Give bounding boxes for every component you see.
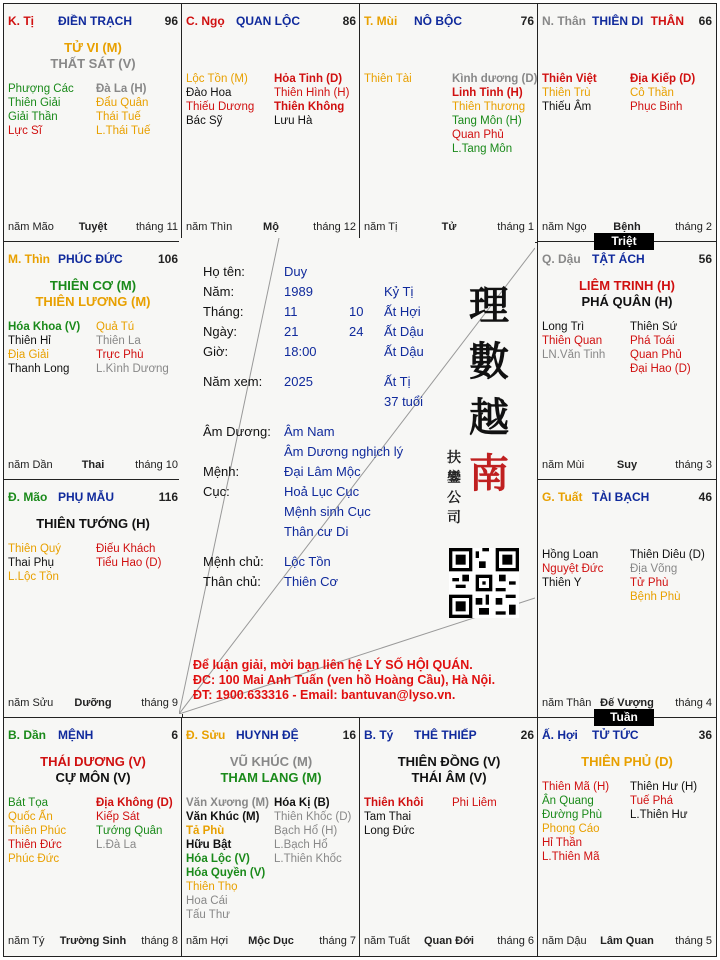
main-star: THIÊN ĐỒNG (V) xyxy=(397,754,501,769)
life-stage: Thai xyxy=(81,459,105,471)
minor-star: Hỏa Tinh (D) xyxy=(274,73,343,85)
minor-star: Tuế Phá xyxy=(630,795,674,807)
palace-header xyxy=(364,14,534,30)
thang-value: 11 xyxy=(284,304,298,319)
branch-label: K. Tị xyxy=(8,14,34,28)
main-star: LIÊM TRINH (H) xyxy=(578,278,676,293)
minor-star: Đà La (H) xyxy=(96,83,147,95)
life-stage: Bệnh xyxy=(613,221,641,233)
life-stage: Quan Đới xyxy=(424,935,474,947)
nam-xem-can-chi: Ất Tị xyxy=(384,374,411,389)
minor-stars-left xyxy=(8,82,74,138)
branch-label: C. Ngọ xyxy=(186,14,225,28)
palace-name: TÀI BẠCH xyxy=(592,490,650,504)
minor-star: Thiên Hình (H) xyxy=(274,87,350,99)
minor-star: Ân Quang xyxy=(542,795,594,807)
life-stage: Mộc Dục xyxy=(248,935,294,947)
seal-side-text: 扶 鑾 公 司 xyxy=(447,450,461,526)
life-stage: Dưỡng xyxy=(74,697,112,709)
cuc-label: Cục: xyxy=(203,484,230,499)
main-star: THIÊN CƠ (M) xyxy=(49,278,137,293)
minor-star: Thiên Giải xyxy=(8,97,61,109)
month-label: tháng 12 xyxy=(313,221,356,233)
year-label: năm Tị xyxy=(364,221,398,233)
minor-star: Bác Sỹ xyxy=(186,115,223,127)
minor-stars-left xyxy=(8,320,80,376)
minor-star: Linh Tinh (H) xyxy=(452,87,523,99)
palace-footer xyxy=(542,935,712,949)
minor-star: Thiếu Dương xyxy=(186,101,255,113)
palace-cell-tuat[interactable] xyxy=(537,479,717,719)
palace-header xyxy=(186,14,356,30)
minor-star: L.Đà La xyxy=(96,839,137,851)
month-label: tháng 5 xyxy=(675,935,712,947)
life-stage: Mộ xyxy=(263,221,279,233)
minor-star: Quốc Ấn xyxy=(8,811,53,823)
month-label: tháng 10 xyxy=(135,459,178,471)
minor-star: Long Trì xyxy=(542,321,585,333)
life-stage: Tuyệt xyxy=(78,221,108,233)
minor-star: Hóa Quyền (V) xyxy=(186,867,266,879)
age-value: 66 xyxy=(698,14,712,28)
minor-star: Thiên Khôi xyxy=(364,797,424,809)
minor-star: Địa Võng xyxy=(630,563,678,575)
branch-label: Đ. Mão xyxy=(8,490,48,504)
minor-stars-right xyxy=(452,72,537,156)
minor-stars-right xyxy=(274,796,351,866)
life-stage: Lâm Quan xyxy=(600,935,654,947)
month-label: tháng 6 xyxy=(497,935,534,947)
palace-footer xyxy=(8,221,178,235)
palace-name: ĐIỀN TRẠCH xyxy=(58,14,132,28)
minor-star: Kiếp Sát xyxy=(96,811,140,823)
minor-star: Thanh Long xyxy=(8,363,70,375)
minor-star: Thiên Không xyxy=(274,101,345,113)
month-label: tháng 11 xyxy=(135,221,178,233)
palace-footer xyxy=(8,697,178,711)
than-marker: THÂN xyxy=(650,14,684,28)
minor-star: Hồng Loan xyxy=(542,549,599,561)
minor-stars-right xyxy=(274,72,349,128)
minor-star: Thiên Việt xyxy=(542,73,597,85)
minor-star: Văn Xương (M) xyxy=(186,797,269,809)
palace-header xyxy=(8,728,178,744)
year-label: năm Dần xyxy=(8,459,53,471)
minor-stars-right xyxy=(452,796,497,810)
palace-cell-dau[interactable] xyxy=(537,241,717,481)
minor-star: Quả Tú xyxy=(96,321,135,333)
minor-star: L.Lộc Tồn xyxy=(8,571,59,583)
palace-cell-than[interactable] xyxy=(537,3,717,243)
palace-name: TẬT ÁCH xyxy=(592,252,645,266)
branch-label: N. Thân xyxy=(542,14,586,28)
minor-star: Phong Cáo xyxy=(542,823,600,835)
ngay-label: Ngày: xyxy=(203,324,237,339)
minor-star: Bát Tọa xyxy=(8,797,49,809)
age-value: 106 xyxy=(157,252,178,266)
minor-star: Văn Khúc (M) xyxy=(186,811,260,823)
branch-label: Đ. Sửu xyxy=(186,728,226,742)
tuoi-value: 37 tuổi xyxy=(384,394,424,409)
ho-ten-label: Họ tên: xyxy=(203,264,245,279)
seal-char-1: 理 xyxy=(469,282,509,329)
palace-cell-hoi[interactable] xyxy=(537,717,717,957)
thang-am-lich: 10 xyxy=(349,304,364,319)
minor-star: Tang Môn (H) xyxy=(452,115,522,127)
minor-star: Địa Không (D) xyxy=(96,797,173,809)
nam-label: Năm: xyxy=(203,284,235,299)
month-label: tháng 9 xyxy=(141,697,178,709)
thang-can-chi: Ất Hợi xyxy=(384,304,421,319)
minor-star: Thiên Tài xyxy=(364,73,412,85)
life-stage: Đế Vượng xyxy=(600,697,654,709)
main-stars xyxy=(4,516,182,532)
minor-stars-right xyxy=(630,548,705,604)
age-value: 56 xyxy=(698,252,712,266)
contact-line-1: Để luận giải, mời bạn liên hệ LÝ SỐ HỘI QUÁN. xyxy=(193,658,473,672)
palace-name: PHỤ MẪU xyxy=(58,490,114,504)
palace-name: TỬ TỨC xyxy=(592,728,639,742)
minor-star: Điếu Khách xyxy=(96,543,156,555)
minor-stars-right xyxy=(96,542,161,570)
minor-star: Thiên Khốc (D) xyxy=(274,811,352,823)
age-value: 26 xyxy=(520,728,534,742)
main-star: THIÊN PHỦ (D) xyxy=(581,754,673,769)
minor-star: L.Thiên Khốc xyxy=(274,853,342,865)
minor-stars-right xyxy=(96,82,150,138)
main-stars xyxy=(182,754,360,786)
main-stars xyxy=(4,40,182,72)
minor-star: Địa Kiếp (D) xyxy=(630,73,696,85)
ngay-am-lich: 24 xyxy=(349,324,364,339)
gio-can-chi: Ất Dậu xyxy=(384,344,424,359)
gio-value: 18:00 xyxy=(284,344,317,359)
minor-star: Thiên Trù xyxy=(542,87,591,99)
nam-xem-value: 2025 xyxy=(284,374,313,389)
palace-header xyxy=(8,14,178,30)
age-value: 86 xyxy=(342,14,356,28)
minor-star: Hỉ Thần xyxy=(542,837,583,849)
minor-star: Trực Phù xyxy=(96,349,144,361)
minor-star: Lực Sĩ xyxy=(8,125,42,137)
palace-header xyxy=(186,728,356,744)
minor-star: Phúc Đức xyxy=(8,853,60,865)
palace-header xyxy=(8,252,178,268)
year-label: năm Tý xyxy=(8,935,45,947)
main-star: THIÊN LƯƠNG (M) xyxy=(35,294,151,309)
minor-star: L.Thiên Mã xyxy=(542,851,600,863)
age-value: 76 xyxy=(520,14,534,28)
minor-star: Tử Phù xyxy=(630,577,669,589)
main-star: THÁI DƯƠNG (V) xyxy=(40,754,146,769)
palace-footer xyxy=(8,459,178,473)
minor-star: L.Thiên Hư xyxy=(630,809,688,821)
branch-label: M. Thìn xyxy=(8,252,50,266)
minor-stars-right xyxy=(630,320,691,376)
contact-phone-email[interactable]: ĐT: 1900.633316 - Email: bantuvan@lyso.vn. xyxy=(193,688,456,702)
palace-header xyxy=(542,490,712,506)
month-label: tháng 7 xyxy=(319,935,356,947)
palace-cell-mao[interactable] xyxy=(3,479,183,719)
year-label: năm Thìn xyxy=(186,221,233,233)
palace-footer xyxy=(364,221,534,235)
minor-star: Thiên Y xyxy=(542,577,582,589)
am-duong-label: Âm Dương: xyxy=(203,424,271,439)
main-star: THẤT SÁT (V) xyxy=(50,56,136,71)
am-duong-value: Âm Nam xyxy=(284,424,335,439)
minor-star: Thiên Phúc xyxy=(8,825,67,837)
minor-stars-right xyxy=(630,72,695,114)
minor-stars-right xyxy=(630,780,697,822)
year-label: năm Mùi xyxy=(542,459,585,471)
minor-star: Đẩu Quân xyxy=(96,97,149,109)
minor-star: Thiên Mã (H) xyxy=(542,781,610,793)
minor-stars-left xyxy=(542,320,605,362)
minor-star: L.Thái Tuế xyxy=(96,125,151,137)
nam-value: 1989 xyxy=(284,284,313,299)
minor-star: Quan Phủ xyxy=(452,129,504,141)
minor-star: Kình dương (D) xyxy=(452,73,538,85)
minor-star: Giải Thần xyxy=(8,111,58,123)
minor-star: Phục Binh xyxy=(630,101,683,113)
minor-star: Thiên Quan xyxy=(542,335,603,347)
palace-cell-ti[interactable] xyxy=(3,3,183,243)
center-info-panel xyxy=(179,238,535,714)
branch-label: B. Dần xyxy=(8,728,47,742)
ngay-can-chi: Ất Dậu xyxy=(384,324,424,339)
age-value: 16 xyxy=(342,728,356,742)
cuc-value: Hoả Lục Cục xyxy=(284,484,360,499)
minor-star: Thiên Sứ xyxy=(630,321,678,333)
palace-footer xyxy=(364,935,534,949)
minor-stars-left xyxy=(364,796,423,838)
minor-star: Thiên La xyxy=(96,335,141,347)
minor-star: Hóa Kị (B) xyxy=(274,797,330,809)
palace-cell-dan[interactable] xyxy=(3,717,183,957)
palace-footer xyxy=(186,935,356,949)
minor-star: Tam Thai xyxy=(364,811,412,823)
life-stage: Trường Sinh xyxy=(59,935,127,947)
triet-tag: Triệt xyxy=(594,233,654,250)
main-star: CỰ MÔN (V) xyxy=(55,770,131,785)
minor-star: Long Đức xyxy=(364,825,415,837)
minor-stars-left xyxy=(8,796,66,866)
month-label: tháng 8 xyxy=(141,935,178,947)
branch-label: T. Mùi xyxy=(364,14,398,28)
age-value: 116 xyxy=(158,490,178,504)
seal-char-2: 數 xyxy=(469,338,509,385)
palace-footer xyxy=(186,221,356,235)
year-label: năm Tuất xyxy=(364,935,410,947)
life-stage: Tử xyxy=(441,221,457,233)
minor-star: L.Kình Dương xyxy=(96,363,169,375)
tuan-tag: Tuần xyxy=(594,709,654,726)
contact-block xyxy=(193,658,495,703)
minor-star: Thiên Thương xyxy=(452,101,526,113)
branch-label: Q. Dậu xyxy=(542,252,581,266)
ho-ten-value: Duy xyxy=(284,264,308,279)
qr-code-icon[interactable] xyxy=(449,548,519,618)
age-value: 46 xyxy=(698,490,712,504)
palace-header xyxy=(364,728,534,744)
palace-name: QUAN LỘC xyxy=(236,14,300,28)
than-chu-value: Thiên Cơ xyxy=(284,574,339,589)
minor-star: Thiếu Âm xyxy=(542,101,592,113)
seal-char-3: 越 xyxy=(469,394,509,441)
year-label: năm Dậu xyxy=(542,935,587,947)
minor-stars-left xyxy=(8,542,61,584)
calligraphy-logo xyxy=(469,278,509,502)
main-star: THÁI ÂM (V) xyxy=(411,770,487,785)
year-label: năm Thân xyxy=(542,697,592,709)
main-star: PHÁ QUÂN (H) xyxy=(581,294,673,309)
palace-cell-ngo[interactable] xyxy=(181,3,361,243)
main-star: THAM LANG (M) xyxy=(220,770,322,785)
menh-label: Mệnh: xyxy=(203,464,240,479)
menh-value: Đại Lâm Mộc xyxy=(284,464,361,479)
minor-star: Quan Phủ xyxy=(630,349,682,361)
than-cu: Thân cư Di xyxy=(284,524,349,539)
palace-footer xyxy=(542,459,712,473)
minor-stars-left xyxy=(186,796,269,922)
month-label: tháng 4 xyxy=(675,697,712,709)
minor-star: Hóa Khoa (V) xyxy=(8,321,81,333)
minor-star: Cô Thần xyxy=(630,87,674,99)
minor-stars-left xyxy=(542,72,597,114)
minor-star: Thiên Hư (H) xyxy=(630,781,698,793)
minor-star: Tấu Thư xyxy=(186,909,230,921)
main-stars xyxy=(4,754,182,786)
main-star: TỬ VI (M) xyxy=(64,40,122,55)
year-label: năm Ngọ xyxy=(542,221,587,233)
minor-star: Tiểu Hao (D) xyxy=(96,557,162,569)
age-value: 6 xyxy=(171,728,178,742)
main-star: THIÊN TƯỚNG (H) xyxy=(36,516,150,531)
thang-label: Tháng: xyxy=(203,304,244,319)
branch-label: Ấ. Hợi xyxy=(542,728,578,742)
minor-star: Lưu Hà xyxy=(274,115,313,127)
minor-star: Địa Giải xyxy=(8,349,49,361)
minor-star: Hóa Lộc (V) xyxy=(186,853,250,865)
palace-header xyxy=(8,490,178,506)
palace-footer xyxy=(8,935,178,949)
minor-star: Thiên Diêu (D) xyxy=(630,549,705,561)
gio-label: Giờ: xyxy=(203,344,229,359)
nam-xem-label: Năm xem: xyxy=(203,374,263,389)
am-duong-note: Âm Dương nghịch lý xyxy=(284,444,404,459)
year-label: năm Mão xyxy=(8,221,54,233)
than-chu-label: Thân chủ: xyxy=(203,574,261,589)
minor-star: Phượng Các xyxy=(8,83,74,95)
minor-star: Đại Hao (D) xyxy=(630,363,691,375)
minor-stars-left xyxy=(542,780,609,864)
minor-star: Bạch Hổ (H) xyxy=(274,825,338,837)
minor-star: Thiên Hỉ xyxy=(8,335,51,347)
minor-star: Đào Hoa xyxy=(186,87,232,99)
palace-name: NÔ BỘC xyxy=(414,14,462,28)
palace-header xyxy=(542,14,712,30)
palace-header xyxy=(542,252,712,268)
minor-star: LN.Văn Tinh xyxy=(542,349,606,361)
minor-stars-left xyxy=(542,548,603,590)
month-label: tháng 1 xyxy=(497,221,534,233)
minor-star: Phi Liêm xyxy=(452,797,497,809)
minor-stars-right xyxy=(96,796,173,852)
minor-star: L.Bạch Hổ xyxy=(274,839,328,851)
minor-star: Thiên Đức xyxy=(8,839,62,851)
age-value: 96 xyxy=(164,14,178,28)
minor-star: Tướng Quân xyxy=(96,825,163,837)
palace-header xyxy=(542,728,712,744)
palace-name: PHÚC ĐỨC xyxy=(58,252,123,266)
minor-star: Phá Toái xyxy=(630,335,675,347)
nam-can-chi: Kỷ Tị xyxy=(384,284,414,299)
minor-star: Thai Phụ xyxy=(8,557,55,569)
palace-name: THIÊN DI xyxy=(592,14,644,28)
palace-cell-ty[interactable] xyxy=(359,717,539,957)
seal-char-4: 南 xyxy=(469,450,509,497)
palace-name: MỆNH xyxy=(58,728,94,742)
minor-star: Tả Phù xyxy=(186,825,225,837)
main-stars xyxy=(538,754,716,770)
contact-address: ĐC: 100 Mai Anh Tuấn (ven hồ Hoàng Cầu), Hà Nội. xyxy=(193,673,496,687)
main-stars xyxy=(4,278,182,310)
minor-star: Thiên Thọ xyxy=(186,881,238,893)
menh-chu-label: Mệnh chủ: xyxy=(203,554,264,569)
minor-star: Thái Tuế xyxy=(96,111,141,123)
ngay-value: 21 xyxy=(284,324,299,339)
age-value: 36 xyxy=(698,728,712,742)
palace-cell-suu[interactable] xyxy=(181,717,361,957)
minor-star: L.Tang Môn xyxy=(452,143,513,155)
minor-stars-left xyxy=(186,72,254,128)
minor-star: Hữu Bật xyxy=(186,839,232,851)
year-label: năm Hợi xyxy=(186,935,229,947)
month-label: tháng 3 xyxy=(675,459,712,471)
palace-cell-thin[interactable] xyxy=(3,241,183,481)
branch-label: B. Tý xyxy=(364,728,394,742)
minor-star: Nguyệt Đức xyxy=(542,563,604,575)
month-label: tháng 2 xyxy=(675,221,712,233)
minor-star: Hoa Cái xyxy=(186,895,228,907)
cuc-relation: Mệnh sinh Cục xyxy=(284,504,371,519)
palace-name: THÊ THIẾP xyxy=(414,728,477,742)
minor-star: Lộc Tồn (M) xyxy=(186,73,248,85)
palace-cell-mui[interactable] xyxy=(359,3,539,243)
minor-star: Đường Phù xyxy=(542,809,602,821)
palace-name: HUYNH ĐỆ xyxy=(236,728,299,742)
main-stars xyxy=(360,754,538,786)
year-label: năm Sửu xyxy=(8,697,54,709)
main-stars xyxy=(538,278,716,310)
menh-chu-value: Lộc Tồn xyxy=(284,554,331,569)
minor-star: Bệnh Phù xyxy=(630,591,681,603)
life-stage: Suy xyxy=(616,459,638,471)
minor-stars-left xyxy=(364,72,412,86)
minor-star: Thiên Quý xyxy=(8,543,62,555)
minor-stars-right xyxy=(96,320,169,376)
branch-label: G. Tuất xyxy=(542,490,583,504)
main-star: VŨ KHÚC (M) xyxy=(229,754,313,769)
